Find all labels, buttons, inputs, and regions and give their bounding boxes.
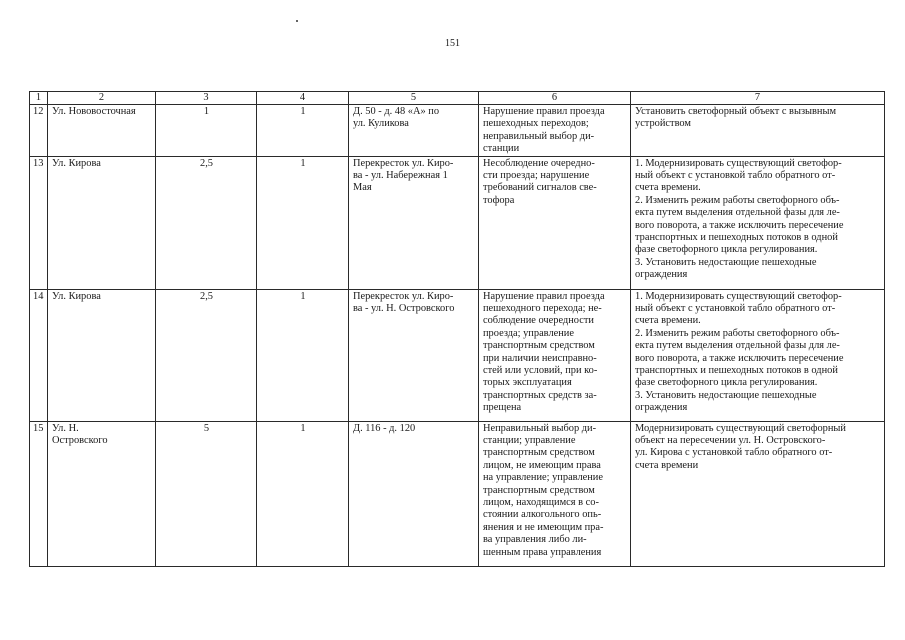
header-cell: 1 — [30, 92, 48, 105]
value-cell-4: 1 — [257, 156, 349, 289]
location-cell: Перекресток ул. Киро- ва - ул. Н. Островского — [349, 289, 479, 421]
value-cell-3: 5 — [156, 421, 257, 566]
location-cell: Д. 116 - д. 120 — [349, 421, 479, 566]
violations-cell: Нарушение правил проезда пешеходных переходов; неправильный выбор ди- станции — [479, 105, 631, 157]
value-cell-4: 1 — [257, 421, 349, 566]
row-number: 13 — [30, 156, 48, 289]
value-cell-4: 1 — [257, 105, 349, 157]
measures-cell: Установить светофорный объект с вызывным устройством — [631, 105, 885, 157]
measures-cell: 1. Модернизировать существующий светофор- ный объект с установкой табло обратного от- счета времени. 2. Изменить режим работы светофорного объ- екта путем выделения отдельной фазы для ле- вого поворота, а также исключить пересечение транспортных и пешеходных потоков в одной фазе светофорного цикла регулирования. 3. Установить недостающие пешеходные ограждения — [631, 156, 885, 289]
header-cell: 7 — [631, 92, 885, 105]
header-cell: 5 — [349, 92, 479, 105]
table-row — [30, 105, 885, 157]
street-cell: Ул. Н. Островского — [48, 421, 156, 566]
violations-cell: Неправильный выбор ди- станции; управление транспортным средством лицом, не имеющим права на управление; управление транспортным средством лицом, находящимся в со- стоянии алкогольного опь- янения и не имеющим пра- ва управления либо ли- шенным права управления — [479, 421, 631, 566]
row-number: 12 — [30, 105, 48, 157]
measures-cell: 1. Модернизировать существующий светофор- ный объект с установкой табло обратного от- счета времени. 2. Изменить режим работы светофорного объ- екта путем выделения отдельной фазы для ле- вого поворота, а также исключить пересечение транспортных и пешеходных потоков в одной фазе светофорного цикла регулирования. 3. Установить недостающие пешеходные ограждения — [631, 289, 885, 421]
scan-speck — [296, 20, 298, 22]
header-cell: 2 — [48, 92, 156, 105]
header-cell: 4 — [257, 92, 349, 105]
header-cell: 6 — [479, 92, 631, 105]
table-row — [30, 156, 885, 289]
measures-cell: Модернизировать существующий светофорный объект на пересечении ул. Н. Островского- ул. Кирова с установкой табло обратного от- счета времени — [631, 421, 885, 566]
value-cell-3: 2,5 — [156, 289, 257, 421]
value-cell-3: 1 — [156, 105, 257, 157]
violations-cell: Несоблюдение очередно- сти проезда; нарушение требований сигналов све- тофора — [479, 156, 631, 289]
row-number: 14 — [30, 289, 48, 421]
value-cell-3: 2,5 — [156, 156, 257, 289]
street-cell: Ул. Нововосточная — [48, 105, 156, 157]
header-cell: 3 — [156, 92, 257, 105]
page-number: 151 — [445, 38, 460, 49]
table-header-row — [30, 92, 885, 105]
street-cell: Ул. Кирова — [48, 156, 156, 289]
street-cell: Ул. Кирова — [48, 289, 156, 421]
table-row — [30, 421, 885, 566]
location-cell: Перекресток ул. Киро- ва - ул. Набережная 1 Мая — [349, 156, 479, 289]
measures-table — [29, 91, 885, 567]
location-cell: Д. 50 - д. 48 «А» по ул. Куликова — [349, 105, 479, 157]
table-row — [30, 289, 885, 421]
row-number: 15 — [30, 421, 48, 566]
violations-cell: Нарушение правил проезда пешеходного перехода; не- соблюдение очередности проезда; управление транспортным средством при наличии неисправно- стей или условий, при ко- торых эксплуатация транспортных средств за- прещена — [479, 289, 631, 421]
value-cell-4: 1 — [257, 289, 349, 421]
